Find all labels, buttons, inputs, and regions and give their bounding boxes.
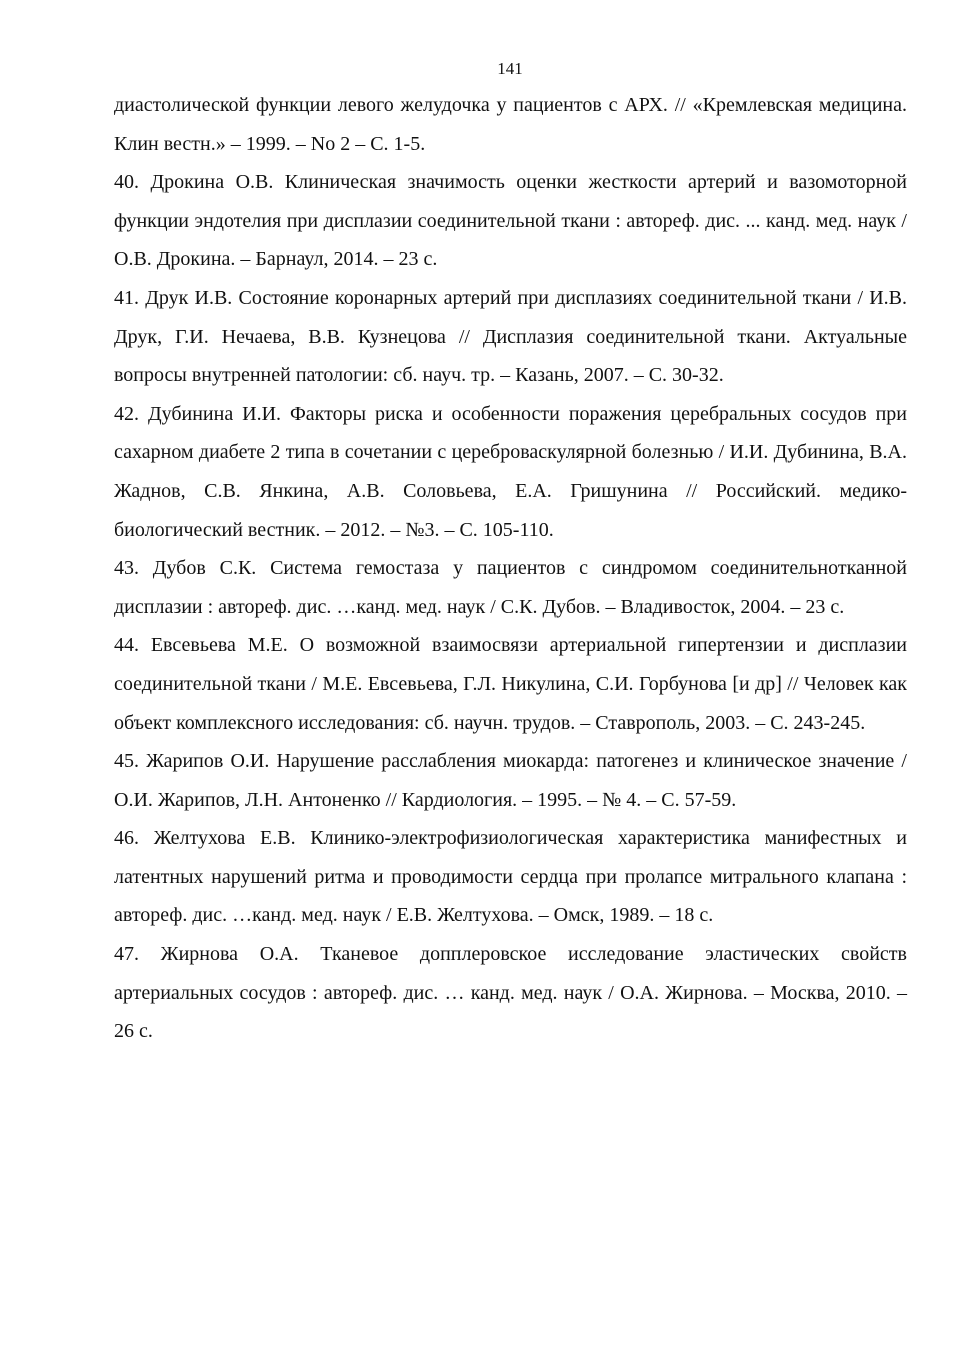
reference-item-43: 43. Дубов С.К. Система гемостаза у пациентов с синдромом соединительнотканной дисплазии : автореф. дис. …канд. мед. наук / С.К. Дубов. – Владивосток, 2004. – 23 с. — [114, 557, 907, 618]
reference-list — [114, 86, 907, 1051]
reference-item-46: 46. Желтухова Е.В. Клинико-электрофизиологическая характеристика манифестных и латентных нарушений ритма и проводимости сердца при пролапсе митрального клапана : автореф. дис. …канд. мед. наук / Е.В. Желтухова. – Омск, 1989. – 18 с. — [114, 827, 907, 927]
reference-item-45: 45. Жарипов О.И. Нарушение расслабления миокарда: патогенез и клиническое значение / О.И. Жарипов, Л.Н. Антоненко // Кардиология. – 1995. – № 4. – С. 57-59. — [114, 750, 907, 811]
reference-item-47: 47. Жирнова О.А. Тканевое допплеровское исследование эластических свойств артериальных сосудов : автореф. дис. … канд. мед. наук / О.А. Жирнова. – Москва, 2010. – 26 с. — [114, 943, 907, 1043]
page-number: 141 — [497, 59, 523, 78]
reference-item-44: 44. Евсевьева М.Е. О возможной взаимосвязи артериальной гипертензии и дисплазии соединительной ткани / М.Е. Евсевьева, Г.Л. Никулина, С.И. Горбунова [и др] // Человек как объект комплексного исследования: сб. научн. трудов. – Ставрополь, 2003. – С. 243-245. — [114, 634, 907, 734]
reference-item-42: 42. Дубинина И.И. Факторы риска и особенности поражения церебральных сосудов при сахарном диабете 2 типа в сочетании с цереброваскулярной болезнью / И.И. Дубинина, В.А. Жаднов, С.В. Янкина, А.В. Соловьева, Е.А. Гришунина // Российский. медико-биологический вестник. – 2012. – №3. – С. 105-110. — [114, 402, 907, 541]
reference-item-41: 41. Друк И.В. Состояние коронарных артерий при дисплазиях соединительной ткани / И.В. Друк, Г.И. Нечаева, В.В. Кузнецова // Дисплазия соединительной ткани. Актуальные вопросы внутренней патологии: сб. науч. тр. – Казань, 2007. – С. 30-32. — [114, 286, 907, 387]
reference-item-40: 40. Дрокина О.В. Клиническая значимость оценки жесткости артерий и вазомоторной функции эндотелия при дисплазии соединительной ткани : автореф. дис. ... канд. мед. наук / О.В. Дрокина. – Барнаул, 2014. – 23 с. — [114, 171, 907, 271]
reference-item-continued: диастолической функции левого желудочка у пациентов с АРХ. // «Кремлевская медицина. Клин вестн.» – 1999. – No 2 – С. 1-5. — [114, 94, 907, 155]
